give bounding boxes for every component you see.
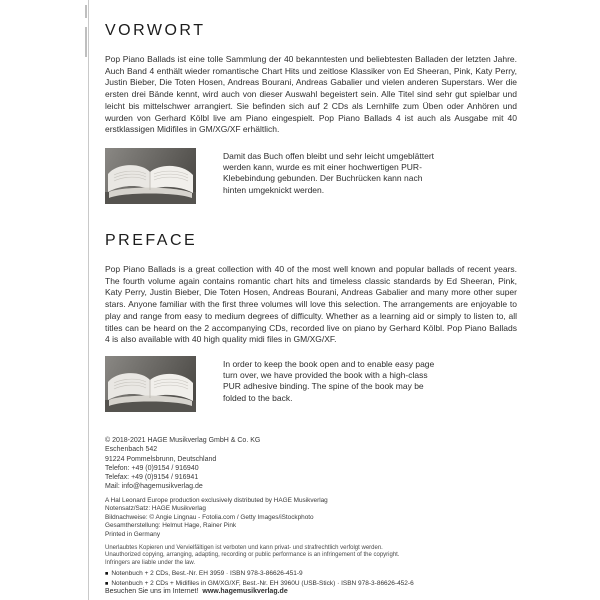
phone-line: Telefon: +49 (0)9154 / 916940 <box>105 464 199 472</box>
copyright-line: © 2018-2021 HAGE Musikverlag GmbH & Co. KG <box>105 437 261 444</box>
preface-heading: PREFACE <box>105 232 198 249</box>
preface-binding-row <box>105 356 517 412</box>
address-line: 91224 Pommelsbrunn, Deutschland <box>105 455 217 463</box>
vorwort-binding-row <box>105 148 517 204</box>
mail-line: Mail: info@hagemusikverlag.de <box>105 483 203 491</box>
production-line: Notensatz/Satz: HAGE Musikverlag <box>105 505 206 513</box>
open-book-photo <box>105 356 196 412</box>
vorwort-heading: VORWORT <box>105 22 206 39</box>
edition-text: Notenbuch + 2 CDs, Best.-Nr. EH 3959 · ISBN 978-3-86626-451-9 <box>111 570 303 577</box>
legal-line: Unauthorized copying, arranging, adapting, recording or public performance is an infringement of the copyright. <box>105 552 400 559</box>
legal-notice-block <box>105 545 517 567</box>
legal-line: Unerlaubtes Kopieren und Vervielfältigen ist verboten und kann privat- und strafrechtlich verfolgt werden. <box>105 545 383 551</box>
publisher-address-block <box>105 436 517 492</box>
preface-body: Pop Piano Ballads is a great collection with 40 of the most well known and popular ballads of recent years. The fourth volume again contains romantic chart hits and timeless classic standards by Ed Sheeran, Pink, Katy Perry, Justin Bieber, Die Toten Hosen, Andreas Bourani, Andreas Gabalier and many more other super stars. Anyone familiar with the first three volumes will love this selection. The arrangements are enjoyable to play and range from easy to medium degrees of difficulty. Whether as a learning aid or simply to listen to, all titles can be heard on the 2 accompanying CDs, recorded live on piano by Gerhard Kölbl. Pop Piano Ballads 4 is also available with 40 high quality midi files in GM/XG/XF. <box>105 264 517 345</box>
open-book-illustration <box>105 148 196 204</box>
preface-binding-note: In order to keep the book open and to enable easy page turn over, we have provided the book with a high-class PUR adhesive binding. The spine of the book may be folded to the back. <box>223 359 435 403</box>
footer-url: www.hagemusikverlag.de <box>202 588 288 595</box>
vorwort-body: Pop Piano Ballads ist eine tolle Sammlung der 40 bekanntesten und beliebtesten Balladen der letzten Jahre. Auch Band 4 enthält wieder romantische Chart Hits und zeitlose Klassiker von Ed Sheeran, Pink, Katy Perry, Justin Bieber, Die Toten Hosen, Andreas Bourani, Andreas Gabalier und vielen anderen Superstars. Wer die ersten drei Bände kennt, wird auch von dieser Auswahl begeistert sein. Alle Titel sind sehr gut spielbar und leicht bis mittelschwer arrangiert. Sie befinden sich auf 2 CDs als Lernhilfe zum Üben oder Anhören und wurden von Gerhard Kölbl live am Piano eingespielt. Pop Piano Ballads 4 ist auch als Ausgabe mit 40 erstklassigen Midifiles in GM/XG/XF erhältlich. <box>105 54 517 135</box>
address-line: Eschenbach 542 <box>105 446 158 454</box>
square-bullet-icon: ■ <box>105 581 109 587</box>
edition-item <box>105 569 517 579</box>
legal-line: Infringers are liable under the law. <box>105 559 196 566</box>
production-credits-block <box>105 497 517 539</box>
production-line: Gesamtherstellung: Helmut Hage, Rainer Pink <box>105 522 237 530</box>
production-line: A Hal Leonard Europe production exclusively distributed by HAGE Musikverlag <box>105 497 328 504</box>
vorwort-binding-note: Damit das Buch offen bleibt und sehr leicht umgeblättert werden kann, wurde es mit einer hochwertigen PUR-Klebebindung gebunden. Der Buchrücken kann nach hinten umgeknickt werden. <box>223 151 435 195</box>
page-edge-line <box>88 0 89 600</box>
fax-line: Telefax: +49 (0)9154 / 916941 <box>105 474 199 482</box>
production-line: Bildnachweise: © Angie Lingnau - Fotolia.com / Getty Images/iStockphoto <box>105 513 314 521</box>
open-book-photo <box>105 148 196 204</box>
footer-prefix: Besuchen Sie uns im Internet! <box>105 588 199 595</box>
production-line: Printed in Germany <box>105 530 161 538</box>
edition-text: Notenbuch + 2 CDs + Midifiles in GM/XG/XF, Best.-Nr. EH 3960U (USB-Stick) · ISBN 978-3-86626-452-6 <box>111 580 414 587</box>
editions-block <box>105 569 517 589</box>
spine-mark <box>85 27 87 57</box>
website-footer <box>105 588 517 595</box>
spine-mark <box>85 5 87 18</box>
square-bullet-icon: ■ <box>105 571 109 577</box>
open-book-illustration <box>105 356 196 412</box>
